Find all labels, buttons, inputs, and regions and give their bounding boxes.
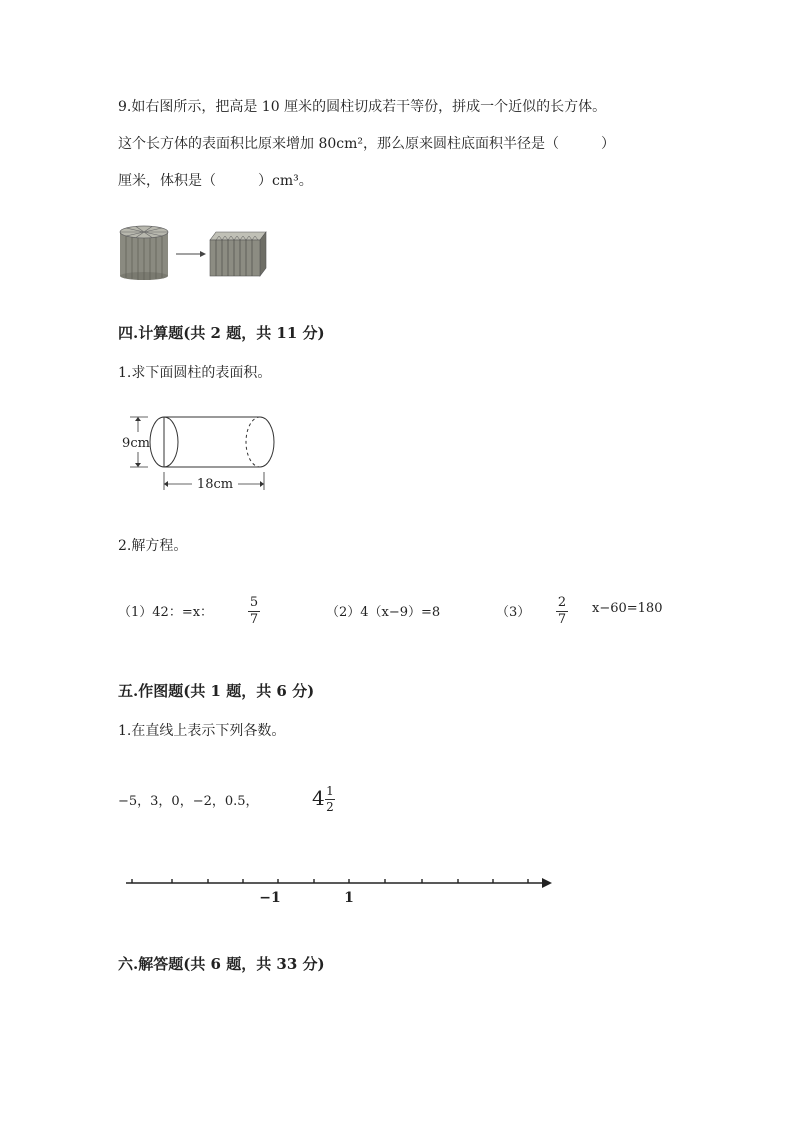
section5-heading: 五.作图题(共 1 题，共 6 分): [118, 682, 315, 700]
section4-q2: 2.解方程。: [118, 538, 188, 554]
fraction-denominator: 7: [249, 612, 259, 627]
q9-line1: 9.如右图所示，把高是 10 厘米的圆柱切成若干等份，拼成一个近似的长方体。: [118, 99, 607, 115]
equation-3-suffix: x−60=180: [592, 601, 663, 616]
number-list: −5，3，0，−2，0.5，: [118, 794, 259, 809]
mixed-number: [312, 786, 338, 816]
cuboid-icon: [210, 232, 266, 276]
sliced-cylinder-icon: [120, 226, 168, 280]
q9-line2: 这个长方体的表面积比原来增加 80cm²，那么原来圆柱底面积半径是（ ）: [118, 136, 615, 152]
equation-3-fraction: [556, 596, 568, 627]
number-line: [120, 872, 560, 908]
cylinder-to-cuboid-figure: [116, 222, 276, 282]
mixed-numerator: 1: [326, 784, 334, 798]
section6-heading: 六.解答题(共 6 题，共 33 分): [118, 955, 325, 973]
fraction-numerator: 2: [557, 595, 567, 610]
mixed-denominator: 2: [326, 800, 334, 814]
equation-1-prefix: （1）42：=x：: [118, 605, 214, 620]
equation-1-fraction: [248, 596, 260, 627]
tick-label-neg1: −1: [259, 890, 281, 906]
cylinder-diagram: [116, 408, 286, 494]
cylinder-height-label: 9cm: [122, 436, 150, 451]
section4-heading: 四.计算题(共 2 题，共 11 分): [118, 324, 325, 342]
arrow-right-icon: [176, 251, 206, 257]
section4-q1: 1.求下面圆柱的表面积。: [118, 365, 272, 381]
equation-2: （2）4（x−9）=8: [326, 605, 441, 620]
equation-3-prefix: （3）: [496, 605, 531, 620]
fraction-denominator: 7: [557, 612, 567, 627]
section5-q1: 1.在直线上表示下列各数。: [118, 723, 286, 739]
fraction-numerator: 5: [249, 595, 259, 610]
arrow-right-icon: [542, 878, 552, 888]
cylinder-length-label: 18cm: [196, 477, 234, 492]
tick-label-pos1: 1: [344, 890, 354, 906]
q9-line3: 厘米，体积是（ ）cm³。: [118, 173, 313, 189]
mixed-whole: 4: [312, 786, 325, 810]
